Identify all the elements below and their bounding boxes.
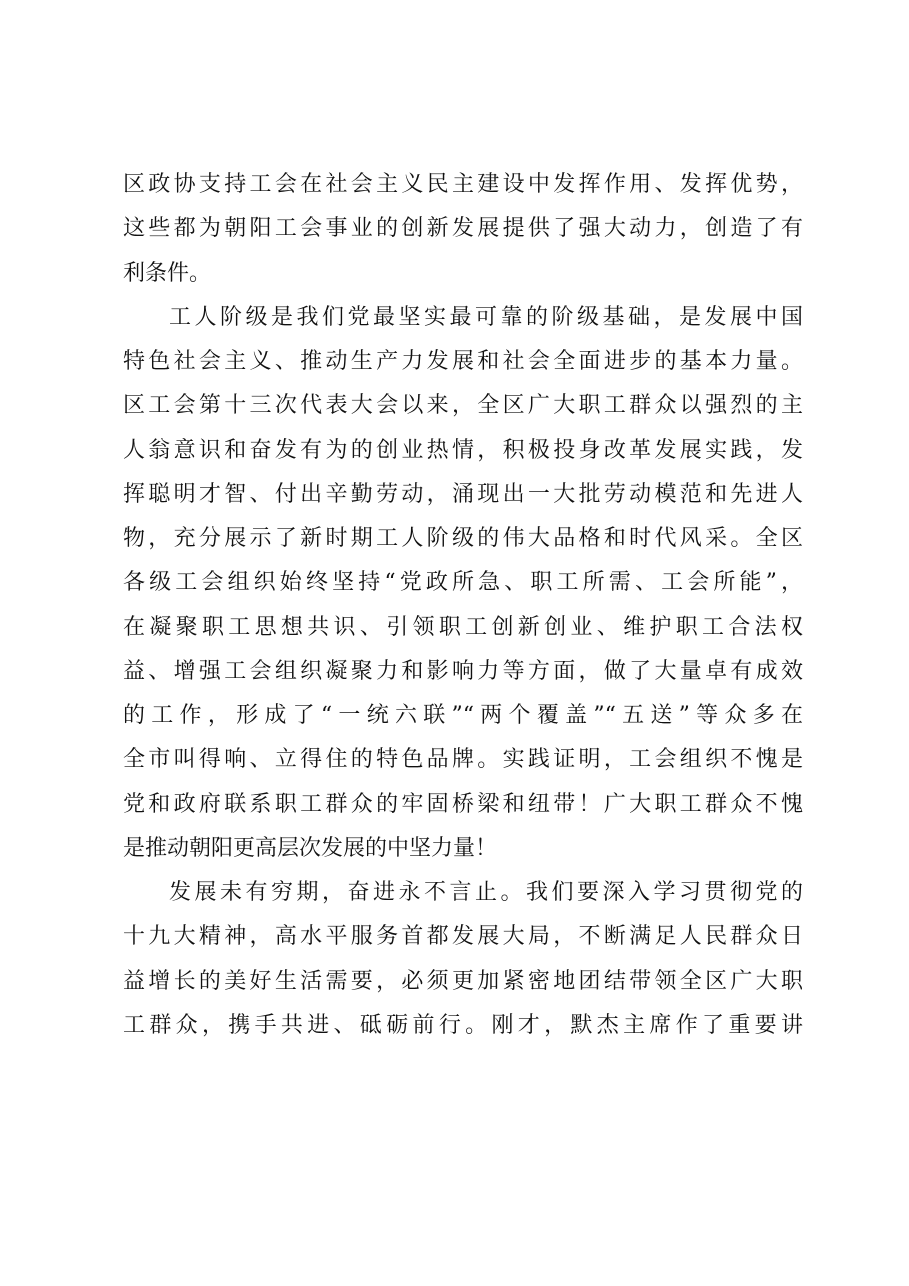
text-line: 十九大精神，高水平服务首都发展大局，不断满足人民群众日 bbox=[123, 924, 803, 950]
text-line: 这些都为朝阳工会事业的创新发展提供了强大动力，创造了有 bbox=[123, 216, 803, 242]
text-line: 全市叫得响、立得住的特色品牌。实践证明，工会组织不愧是 bbox=[123, 747, 803, 773]
text-line: 益增长的美好生活需要，必须更加紧密地团结带领全区广大职 bbox=[123, 968, 803, 994]
text-line: 利条件。 bbox=[123, 260, 212, 286]
text-line: 工群众，携手共进、砥砺前行。刚才，默杰主席作了重要讲 bbox=[123, 1012, 803, 1038]
text-line: 区政协支持工会在社会主义民主建设中发挥作用、发挥优势， bbox=[123, 172, 803, 197]
text-line: 党和政府联系职工群众的牢固桥梁和纽带！广大职工群众不愧 bbox=[123, 791, 803, 817]
paragraph-first-line: 发展未有穷期，奋进永不言止。我们要深入学习贯彻党的 bbox=[169, 880, 803, 905]
text-line: 是推动朝阳更高层次发展的中坚力量！ bbox=[123, 835, 498, 861]
text-line: 区工会第十三次代表大会以来，全区广大职工群众以强烈的主 bbox=[123, 393, 803, 419]
text-line: 物，充分展示了新时期工人阶级的伟大品格和时代风采。全区 bbox=[123, 526, 803, 551]
paragraph-first-line: 工人阶级是我们党最坚实最可靠的阶级基础，是发展中国 bbox=[169, 304, 803, 330]
text-line: 的工作，形成了“一统六联”“两个覆盖”“五送”等众多在 bbox=[123, 703, 803, 728]
text-line: 特色社会主义、推动生产力发展和社会全面进步的基本力量。 bbox=[123, 349, 803, 374]
text-line: 挥聪明才智、付出辛勤劳动，涌现出一大批劳动模范和先进人 bbox=[123, 481, 803, 507]
text-line: 各级工会组织始终坚持“党政所急、职工所需、工会所能”， bbox=[123, 570, 803, 596]
text-line: 益、增强工会组织凝聚力和影响力等方面，做了大量卓有成效 bbox=[123, 658, 803, 684]
text-line: 在凝聚职工思想共识、引领职工创新创业、维护职工合法权 bbox=[123, 614, 803, 640]
text-line: 人翁意识和奋发有为的创业热情，积极投身改革发展实践，发 bbox=[123, 437, 803, 463]
document-body bbox=[123, 163, 803, 1048]
